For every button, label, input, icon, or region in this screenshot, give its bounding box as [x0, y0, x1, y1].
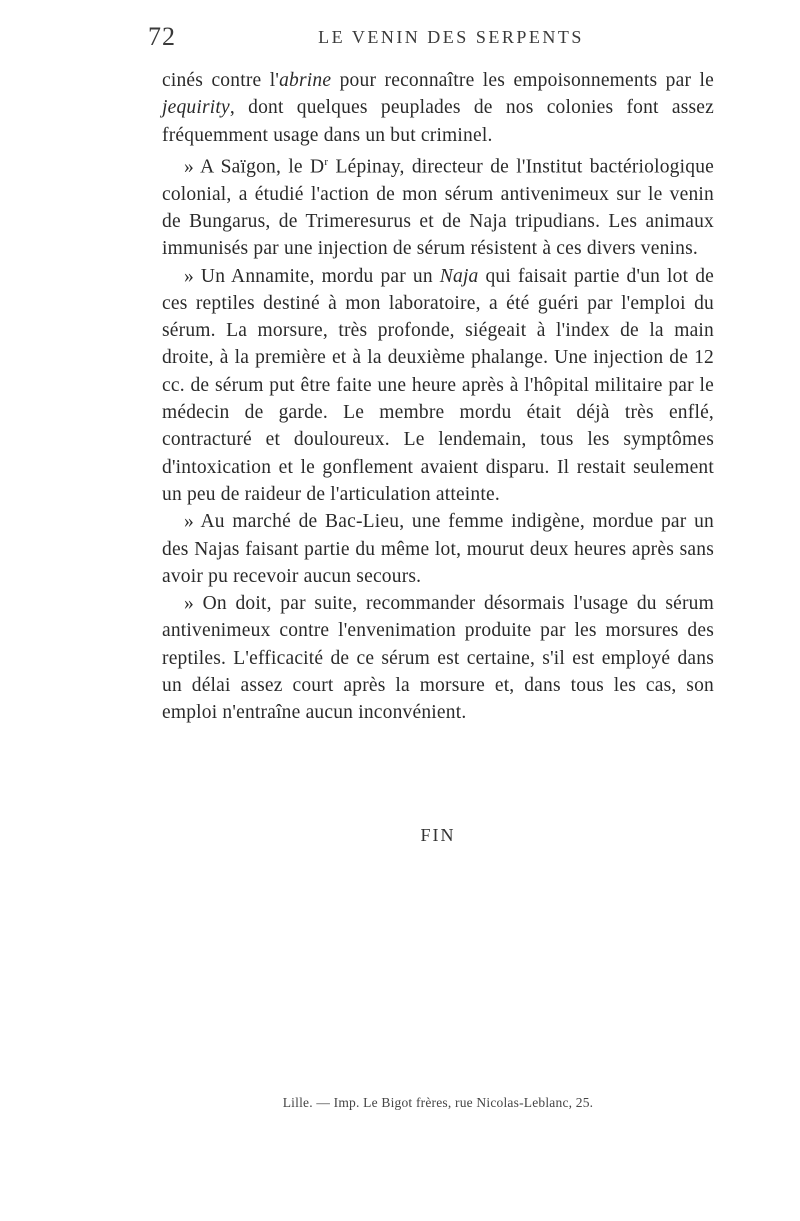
page-number: 72: [148, 22, 176, 51]
text-run: cinés contre l': [162, 70, 280, 91]
paragraph: [162, 263, 714, 509]
text-run: , dont quelques peuplades de nos colonies font assez fréquemment usage dans un but criminel.: [162, 97, 714, 146]
text-run: » On doit, par suite, recommander désormais l'usage du sérum antivenimeux contre l'envenimation produite par les morsures des reptiles. L'efficacité de ce sérum est certaine, s'il est employé dans un délai assez court après la morsure et, dans tous les cas, son emploi n'entraîne aucun inconvénient.: [162, 593, 714, 724]
running-title: LE VENIN DES SERPENTS: [318, 27, 584, 47]
end-marker: FIN: [420, 825, 456, 845]
page-header: [148, 22, 714, 56]
body-text: [162, 67, 714, 727]
paragraph: [162, 149, 714, 263]
text-run: » A Saïgon, le D: [184, 156, 325, 178]
printer-imprint: Lille. — Imp. Le Bigot frères, rue Nicolas-Leblanc, 25.: [282, 1095, 594, 1110]
italic-run: abrine: [279, 70, 332, 91]
text-run: » Un Annamite, mordu par un: [184, 265, 440, 287]
text-run: pour reconnaître les empoisonnements par le: [331, 70, 714, 91]
paragraph: [162, 508, 714, 590]
text-run: qui faisait partie d'un lot de ces reptiles destiné à mon laboratoire, a été guéri par l'emploi du sérum. La morsure, très profonde, siégeait à l'index de la main droite, à la première et à la deuxième phalange. Une injection de 12 cc. de sérum put être faite une heure après à l'hôpital militaire par le médecin de garde. Le membre mordu était déjà très enflé, contracturé et douloureux. Le lendemain, tous les symptômes d'intoxication et le gonflement avaient disparu. Il restait seulement un peu de raideur de l'articulation atteinte.: [162, 265, 715, 505]
paragraph: [162, 67, 714, 149]
text-run: Lépinay, directeur de l'Institut bactériologique colonial, a étudié l'action de mon sérum antivenimeux sur le venin de Bungarus, de Trimeresurus et de Naja tripudians. Les animaux immunisés par une injection de sérum résistent à ces divers venins.: [162, 156, 714, 260]
paragraph: [162, 590, 714, 726]
italic-run: Naja: [439, 265, 479, 287]
superscript-run: r: [324, 155, 329, 168]
text-run: » Au marché de Bac-Lieu, une femme indigène, mordue par un des Najas faisant partie du même lot, mourut deux heures après sans avoir pu recevoir aucun secours.: [162, 511, 714, 587]
italic-run: jequirity: [162, 97, 230, 119]
